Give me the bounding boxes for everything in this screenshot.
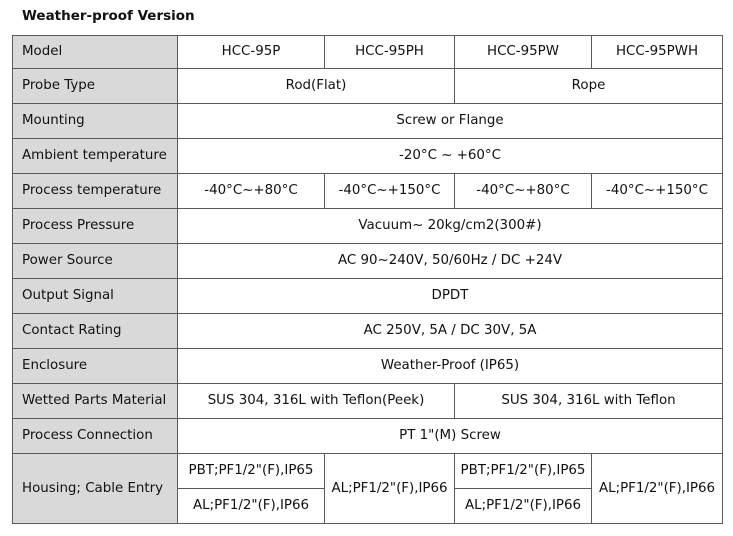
housing-p-top: PBT;PF1/2"(F),IP65 bbox=[178, 454, 325, 489]
wetted-parts-row bbox=[13, 384, 723, 419]
contact-rating-label: Contact Rating bbox=[13, 314, 178, 349]
power-source-label: Power Source bbox=[13, 244, 178, 279]
contact-rating-row bbox=[13, 314, 723, 349]
model-label: Model bbox=[13, 36, 178, 69]
process-temperature-value: -40°C~+150°C bbox=[592, 174, 723, 209]
ambient-temperature-row bbox=[13, 139, 723, 174]
probe-type-row bbox=[13, 69, 723, 104]
housing-ph: AL;PF1/2"(F),IP66 bbox=[325, 454, 455, 524]
wetted-parts-value-pw: SUS 304, 316L with Teflon bbox=[455, 384, 723, 419]
process-pressure-row bbox=[13, 209, 723, 244]
process-temperature-label: Process temperature bbox=[13, 174, 178, 209]
wetted-parts-value-p: SUS 304, 316L with Teflon(Peek) bbox=[178, 384, 455, 419]
mounting-value: Screw or Flange bbox=[178, 104, 723, 139]
model-hcc-95pwh: HCC-95PWH bbox=[592, 36, 723, 69]
model-hcc-95pw: HCC-95PW bbox=[455, 36, 592, 69]
housing-label: Housing; Cable Entry bbox=[13, 454, 178, 524]
ambient-temperature-value: -20°C ~ +60°C bbox=[178, 139, 723, 174]
output-signal-label: Output Signal bbox=[13, 279, 178, 314]
enclosure-label: Enclosure bbox=[13, 349, 178, 384]
process-temperature-value: -40°C~+150°C bbox=[325, 174, 455, 209]
mounting-row bbox=[13, 104, 723, 139]
housing-pw-bottom: AL;PF1/2"(F),IP66 bbox=[455, 489, 592, 524]
spec-table bbox=[12, 35, 723, 524]
power-source-row bbox=[13, 244, 723, 279]
output-signal-value: DPDT bbox=[178, 279, 723, 314]
model-hcc-95p: HCC-95P bbox=[178, 36, 325, 69]
page-title: Weather-proof Version bbox=[22, 8, 195, 24]
process-pressure-value: Vacuum~ 20kg/cm2(300#) bbox=[178, 209, 723, 244]
process-pressure-label: Process Pressure bbox=[13, 209, 178, 244]
enclosure-row bbox=[13, 349, 723, 384]
power-source-value: AC 90~240V, 50/60Hz / DC +24V bbox=[178, 244, 723, 279]
housing-row-top bbox=[13, 454, 723, 489]
wetted-parts-label: Wetted Parts Material bbox=[13, 384, 178, 419]
process-temperature-value: -40°C~+80°C bbox=[455, 174, 592, 209]
process-connection-value: PT 1"(M) Screw bbox=[178, 419, 723, 454]
process-temperature-row bbox=[13, 174, 723, 209]
ambient-temperature-label: Ambient temperature bbox=[13, 139, 178, 174]
enclosure-value: Weather-Proof (IP65) bbox=[178, 349, 723, 384]
probe-type-rope: Rope bbox=[455, 69, 723, 104]
mounting-label: Mounting bbox=[13, 104, 178, 139]
header-row bbox=[13, 36, 723, 69]
process-temperature-value: -40°C~+80°C bbox=[178, 174, 325, 209]
model-hcc-95ph: HCC-95PH bbox=[325, 36, 455, 69]
contact-rating-value: AC 250V, 5A / DC 30V, 5A bbox=[178, 314, 723, 349]
output-signal-row bbox=[13, 279, 723, 314]
process-connection-row bbox=[13, 419, 723, 454]
housing-pw-top: PBT;PF1/2"(F),IP65 bbox=[455, 454, 592, 489]
probe-type-rod: Rod(Flat) bbox=[178, 69, 455, 104]
probe-type-label: Probe Type bbox=[13, 69, 178, 104]
housing-pwh: AL;PF1/2"(F),IP66 bbox=[592, 454, 723, 524]
housing-p-bottom: AL;PF1/2"(F),IP66 bbox=[178, 489, 325, 524]
process-connection-label: Process Connection bbox=[13, 419, 178, 454]
